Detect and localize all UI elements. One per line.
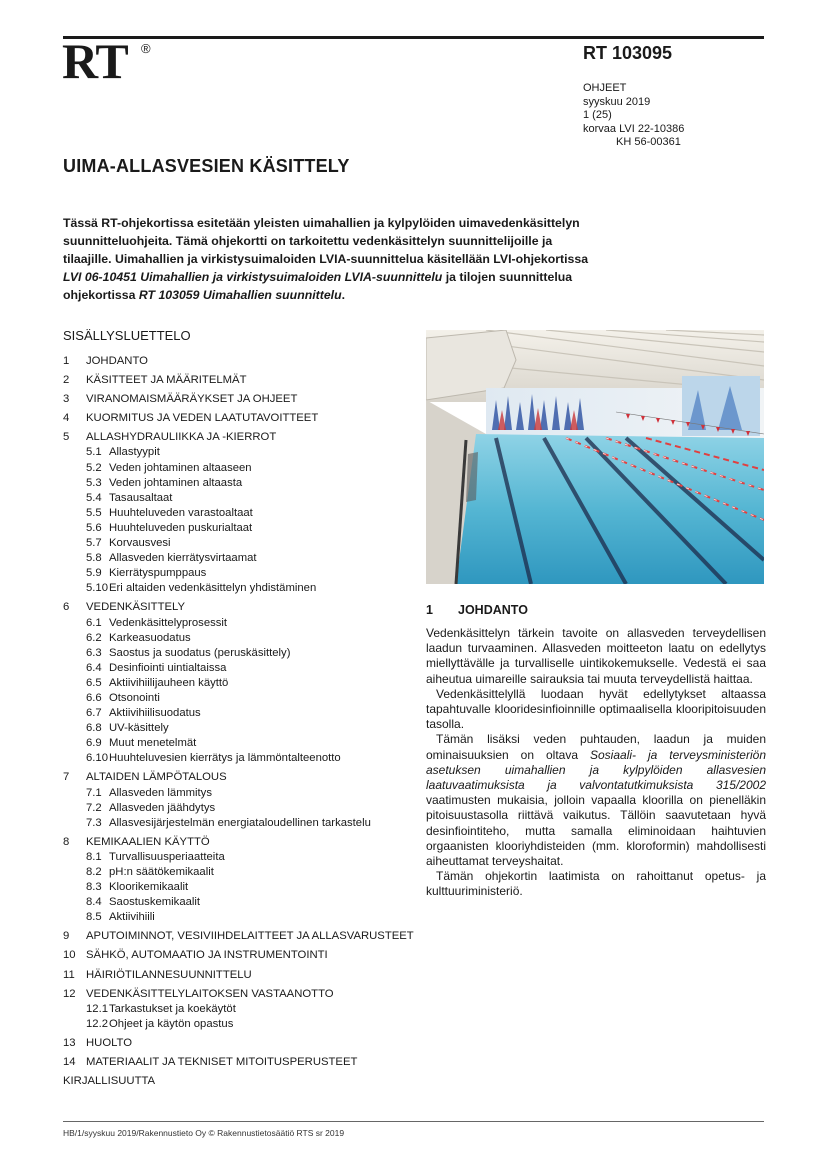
toc-number: 9 xyxy=(63,930,70,943)
toc-number: 6.7 xyxy=(86,707,102,720)
toc-number: 8 xyxy=(63,835,70,848)
toc-number: 14 xyxy=(63,1056,76,1069)
toc-label: Kierrätyspumppaus xyxy=(109,567,207,580)
page-footer: HB/1/syyskuu 2019/Rakennustieto Oy © Rakennustietosäätiö RTS sr 2019 xyxy=(63,1128,345,1138)
body-paragraph xyxy=(426,732,766,869)
intro-reference-rt: RT 103059 Uimahallien suunnittelu xyxy=(138,288,342,302)
toc-label: VEDENKÄSITTELYLAITOKSEN VASTAANOTTO xyxy=(86,987,334,1000)
toc-label: Veden johtaminen altaaseen xyxy=(109,461,252,474)
toc-number: 12 xyxy=(63,987,76,1000)
photo-ladder xyxy=(466,452,478,502)
toc-subentry xyxy=(63,506,423,521)
toc-label: Veden johtaminen altaasta xyxy=(109,476,243,489)
toc-subentry xyxy=(63,1002,423,1017)
toc-subentry xyxy=(63,816,423,831)
toc-label: HUOLTO xyxy=(86,1036,133,1049)
section-heading xyxy=(426,603,528,617)
toc-label: Karkeasuodatus xyxy=(109,631,191,644)
toc-entry xyxy=(63,987,423,1002)
toc-label: Huuhteluvesien kierrätys ja lämmöntalteenotto xyxy=(109,752,341,765)
toc-subentry xyxy=(63,706,423,721)
toc-subentry xyxy=(63,850,423,865)
toc-entry xyxy=(63,835,423,850)
toc-subentry xyxy=(63,676,423,691)
toc-number: 7.2 xyxy=(86,801,102,814)
toc-subentry xyxy=(63,631,423,646)
toc-number: 6.1 xyxy=(86,616,102,629)
toc-number: 10 xyxy=(63,949,76,962)
toc-entry xyxy=(63,411,423,426)
toc-entry xyxy=(63,770,423,785)
toc-subentry xyxy=(63,691,423,706)
toc-entry xyxy=(63,373,423,388)
toc-subentry xyxy=(63,880,423,895)
toc-label: UV-käsittely xyxy=(109,722,169,735)
intro-text: . xyxy=(341,288,346,302)
toc-label: Aktiivihiilisuodatus xyxy=(109,707,201,720)
toc-label: MATERIAALIT JA TEKNISET MITOITUSPERUSTEET xyxy=(86,1056,358,1069)
toc-label: Saostuskemikaalit xyxy=(109,896,201,909)
toc-number: 6.3 xyxy=(86,646,102,659)
toc-subentry xyxy=(63,581,423,596)
toc-entry xyxy=(63,948,423,963)
intro-text: ja tilojen suunnittelua ohjekortissa xyxy=(63,270,573,302)
toc-subentry xyxy=(63,491,423,506)
section-body xyxy=(426,626,766,900)
meta-line: syyskuu 2019 xyxy=(583,95,651,108)
toc-number: 6.5 xyxy=(86,676,102,689)
toc-number: 6.2 xyxy=(86,631,102,644)
document-number: RT 103095 xyxy=(583,43,673,63)
toc-number: 8.4 xyxy=(86,896,102,909)
page-title: UIMA-ALLASVESIEN KÄSITTELY xyxy=(63,156,350,176)
toc-subentry xyxy=(63,786,423,801)
toc-number: 8.1 xyxy=(86,850,102,863)
toc-label: Aktiivihiili xyxy=(109,911,155,924)
intro-paragraph xyxy=(63,214,593,304)
toc-subentry xyxy=(63,536,423,551)
toc-number: 4 xyxy=(63,412,70,425)
toc-subentry xyxy=(63,646,423,661)
toc-number: 6.6 xyxy=(86,691,102,704)
toc-entry xyxy=(63,929,423,944)
toc-number: 5.8 xyxy=(86,552,102,565)
toc-number: 1 xyxy=(63,355,70,367)
toc-number: 2 xyxy=(63,374,70,387)
toc-number: 5.7 xyxy=(86,537,102,550)
toc-subentry xyxy=(63,461,423,476)
logo-text: RT xyxy=(62,33,128,89)
toc-subentry xyxy=(63,895,423,910)
toc-label: VIRANOMAISMÄÄRÄYKSET JA OHJEET xyxy=(86,393,298,406)
toc-subentry xyxy=(63,476,423,491)
toc-entry xyxy=(63,392,423,407)
toc-label: Turvallisuusperiaatteita xyxy=(109,850,225,863)
swimming-pool-photo xyxy=(426,330,764,584)
toc-number: 6.10 xyxy=(86,752,108,765)
toc-label: JOHDANTO xyxy=(86,355,148,367)
meta-line: KH 56-00361 xyxy=(616,136,681,149)
toc-number: 7 xyxy=(63,771,70,784)
toc-label: APUTOIMINNOT, VESIVIIHDELAITTEET JA ALLASVARUSTEET xyxy=(86,930,414,943)
toc-label: ALLASHYDRAULIIKKA JA -KIERROT xyxy=(86,431,277,444)
table-of-contents xyxy=(63,354,423,1089)
toc-entry xyxy=(63,354,423,369)
intro-reference-lvi: LVI 06-10451 Uimahallien ja virkistysuimaloiden LVIA-suunnittelu xyxy=(63,270,443,284)
toc-number: 12.1 xyxy=(86,1002,108,1015)
toc-label: Allasvesijärjestelmän energiataloudellinen tarkastelu xyxy=(109,816,371,829)
meta-line: 1 (25) xyxy=(583,109,612,122)
toc-number: 5 xyxy=(63,431,70,444)
toc-label: Muut menetelmät xyxy=(109,737,197,750)
toc-label: Huuhteluveden varastoaltaat xyxy=(109,506,253,519)
toc-entry xyxy=(63,1055,423,1070)
toc-number: 5.9 xyxy=(86,567,102,580)
toc-label: SÄHKÖ, AUTOMAATIO JA INSTRUMENTOINTI xyxy=(86,949,328,962)
registered-mark: ® xyxy=(141,41,150,56)
toc-subentry xyxy=(63,551,423,566)
toc-subentry xyxy=(63,1017,423,1032)
toc-label: Huuhteluveden puskurialtaat xyxy=(109,521,253,534)
toc-subentry xyxy=(63,521,423,536)
toc-subentry xyxy=(63,721,423,736)
toc-label: KUORMITUS JA VEDEN LAATUTAVOITTEET xyxy=(86,412,319,425)
top-rule xyxy=(63,36,764,39)
toc-label: Desinfiointi uintialtaissa xyxy=(109,661,227,674)
rt-logo xyxy=(62,33,150,89)
toc-number: 6.8 xyxy=(86,722,102,735)
toc-subentry xyxy=(63,566,423,581)
toc-entry xyxy=(63,1036,423,1051)
toc-label: pH:n säätökemikaalit xyxy=(109,866,214,878)
toc-number: 3 xyxy=(63,393,70,406)
body-paragraph: Vedenkäsittelyn tärkein tavoite on allasveden terveydellisen laadun turvaaminen. Allasveden moitteeton laatu on edellytys miellyttävälle ja turvalliselle uintikokemukselle. Vedestä ei saa aiheutua uimareille sairauksia tai muuta terveydellistä haittaa. xyxy=(426,626,766,686)
toc-label: Tarkastukset ja koekäytöt xyxy=(109,1002,236,1015)
toc-entry xyxy=(63,600,423,615)
toc-number: 7.1 xyxy=(86,786,102,799)
toc-number: 5.3 xyxy=(86,476,102,489)
toc-number: 5.2 xyxy=(86,461,102,474)
toc-number: 8.3 xyxy=(86,881,102,894)
toc-label: Saostus ja suodatus (peruskäsittely) xyxy=(109,646,291,659)
toc-subentry xyxy=(63,910,423,925)
toc-label: KEMIKAALIEN KÄYTTÖ xyxy=(86,835,210,848)
toc-number: 6.9 xyxy=(86,737,102,750)
toc-subentry xyxy=(63,865,423,880)
toc-subentry xyxy=(63,801,423,816)
toc-label: Otsonointi xyxy=(109,691,160,704)
document-meta xyxy=(583,82,684,150)
toc-label: Kloorikemikaalit xyxy=(109,881,189,894)
toc-entry xyxy=(63,968,423,983)
toc-number: 5.5 xyxy=(86,506,102,519)
toc-number: 11 xyxy=(63,968,75,981)
body-paragraph: Tämän ohjekortin laatimista on rahoittanut opetus- ja kulttuuriministeriö. xyxy=(426,869,766,899)
toc-number: 5.10 xyxy=(86,582,108,595)
body-text: Tämän lisäksi veden puhtauden, laadun ja muiden ominaisuuksien on oltava xyxy=(426,732,766,762)
toc-label: Eri altaiden vedenkäsittelyn yhdistäminen xyxy=(109,582,317,595)
toc-number: 6.4 xyxy=(86,661,102,674)
section-title: JOHDANTO xyxy=(458,603,528,617)
toc-number: 13 xyxy=(63,1036,76,1049)
footer-rule xyxy=(63,1121,764,1122)
toc-number: 7.3 xyxy=(86,816,102,829)
toc-label: Korvausvesi xyxy=(109,537,171,550)
toc-label: VEDENKÄSITTELY xyxy=(86,601,185,614)
toc-title: SISÄLLYSLUETTELO xyxy=(63,328,191,343)
meta-line: OHJEET xyxy=(583,82,627,94)
toc-label: KÄSITTEET JA MÄÄRITELMÄT xyxy=(86,374,247,387)
toc-label: Aktiivihiilijauheen käyttö xyxy=(109,676,229,689)
toc-subentry xyxy=(63,661,423,676)
toc-subentry xyxy=(63,616,423,631)
intro-text: Tässä RT-ohjekortissa esitetään yleisten uimahallien ja kylpylöiden uimavedenkäsittelyn suunnitteluohjeita. Tämä ohjekortti on tarkoitettu vedenkäsittelyn suunnittelijoille ja tilaajille. Uimahallien ja virkistysuimaloiden LVIA-suunnittelua käsitellään LVI-ohjekortissa xyxy=(63,216,589,266)
toc-label: HÄIRIÖTILANNESUUNNITTELU xyxy=(86,968,252,981)
toc-entry-bibliography: KIRJALLISUUTTA xyxy=(63,1075,156,1088)
meta-line: korvaa LVI 22-10386 xyxy=(583,122,685,135)
toc-label: Allasveden kierrätysvirtaamat xyxy=(109,552,257,565)
toc-number: 12.2 xyxy=(86,1017,108,1030)
toc-subentry xyxy=(63,445,423,460)
toc-number: 5.1 xyxy=(86,446,102,459)
toc-number: 8.5 xyxy=(86,911,102,924)
toc-entry xyxy=(63,430,423,445)
toc-number: 5.4 xyxy=(86,491,102,504)
toc-number: 5.6 xyxy=(86,521,102,534)
toc-subentry xyxy=(63,751,423,766)
body-text: vaatimusten mukaisia, jolloin vapaalla kloorilla on pienelläkin pitoisuustasolla riittävä vaikutus. Tällöin saavutetaan hyvä desinfiointiteho, mutta samalla eliminoidaan haihtuvien orgaanisten klooriyhdisteiden (mm. kloroformin) mahdollisesti aiheuttamat terveyshaitat. xyxy=(426,793,766,869)
toc-label: Vedenkäsittelyprosessit xyxy=(109,616,228,629)
toc-label: ALTAIDEN LÄMPÖTALOUS xyxy=(86,771,227,784)
toc-label: Tasausaltaat xyxy=(109,491,173,504)
toc-label: Ohjeet ja käytön opastus xyxy=(109,1017,234,1030)
toc-label: Allastyypit xyxy=(109,446,160,459)
body-reference: Sosiaali- ja terveysministeriön asetuksen uimahallien ja kylpylöiden allasvesien laatuvaatimuksista ja valvontatutkimuksista 315/2002 xyxy=(426,747,766,793)
section-number: 1 xyxy=(426,603,433,617)
toc-label: Allasveden lämmitys xyxy=(109,786,212,799)
toc-subentry xyxy=(63,736,423,751)
toc-number: 8.2 xyxy=(86,866,102,878)
toc-number: 6 xyxy=(63,601,70,614)
body-paragraph: Vedenkäsittelyllä luodaan hyvät edellytykset altaassa tapahtuvalle klooridesinfioinnille optimaalisella klooripitoisuuden tasolla. xyxy=(426,686,766,732)
toc-label: Allasveden jäähdytys xyxy=(109,801,216,814)
